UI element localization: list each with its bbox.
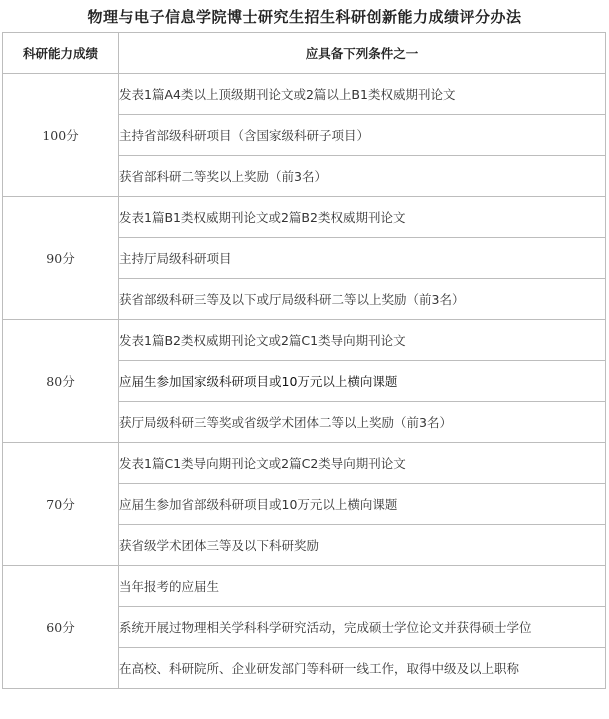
table-row <box>3 443 606 484</box>
score-cell-80: 80分 <box>3 320 119 443</box>
score-cell-60: 60分 <box>3 566 119 689</box>
condition-cell: 发表1篇B1类权威期刊论文或2篇B2类权威期刊论文 <box>119 197 606 238</box>
condition-cell: 主持厅局级科研项目 <box>119 238 606 279</box>
table-header-row <box>3 33 606 74</box>
table-row <box>3 74 606 115</box>
table-row <box>3 566 606 607</box>
condition-cell: 应届生参加国家级科研项目或10万元以上横向课题 <box>119 361 606 402</box>
column-header-score: 科研能力成绩 <box>3 33 119 74</box>
condition-cell: 获省部级科研三等及以下或厅局级科研二等以上奖励（前3名） <box>119 279 606 320</box>
condition-cell: 系统开展过物理相关学科科学研究活动，完成硕士学位论文并获得硕士学位 <box>119 607 606 648</box>
column-header-conditions: 应具备下列条件之一 <box>119 33 606 74</box>
page-title: 物理与电子信息学院博士研究生招生科研创新能力成绩评分办法 <box>87 8 522 26</box>
score-cell-70: 70分 <box>3 443 119 566</box>
score-cell-90: 90分 <box>3 197 119 320</box>
condition-cell: 主持省部级科研项目（含国家级科研子项目） <box>119 115 606 156</box>
table-row <box>3 197 606 238</box>
condition-cell: 当年报考的应届生 <box>119 566 606 607</box>
condition-cell: 获省级学术团体三等及以下科研奖励 <box>119 525 606 566</box>
score-criteria-table <box>2 32 606 689</box>
condition-cell: 在高校、科研院所、企业研发部门等科研一线工作，取得中级及以上职称 <box>119 648 606 689</box>
table-row <box>3 320 606 361</box>
condition-cell: 获省部科研二等奖以上奖励（前3名） <box>119 156 606 197</box>
condition-cell: 发表1篇B2类权威期刊论文或2篇C1类导向期刊论文 <box>119 320 606 361</box>
score-cell-100: 100分 <box>3 74 119 197</box>
condition-cell: 发表1篇C1类导向期刊论文或2篇C2类导向期刊论文 <box>119 443 606 484</box>
condition-cell: 应届生参加省部级科研项目或10万元以上横向课题 <box>119 484 606 525</box>
condition-cell: 获厅局级科研三等奖或省级学术团体二等以上奖励（前3名） <box>119 402 606 443</box>
condition-cell: 发表1篇A4类以上顶级期刊论文或2篇以上B1类权威期刊论文 <box>119 74 606 115</box>
